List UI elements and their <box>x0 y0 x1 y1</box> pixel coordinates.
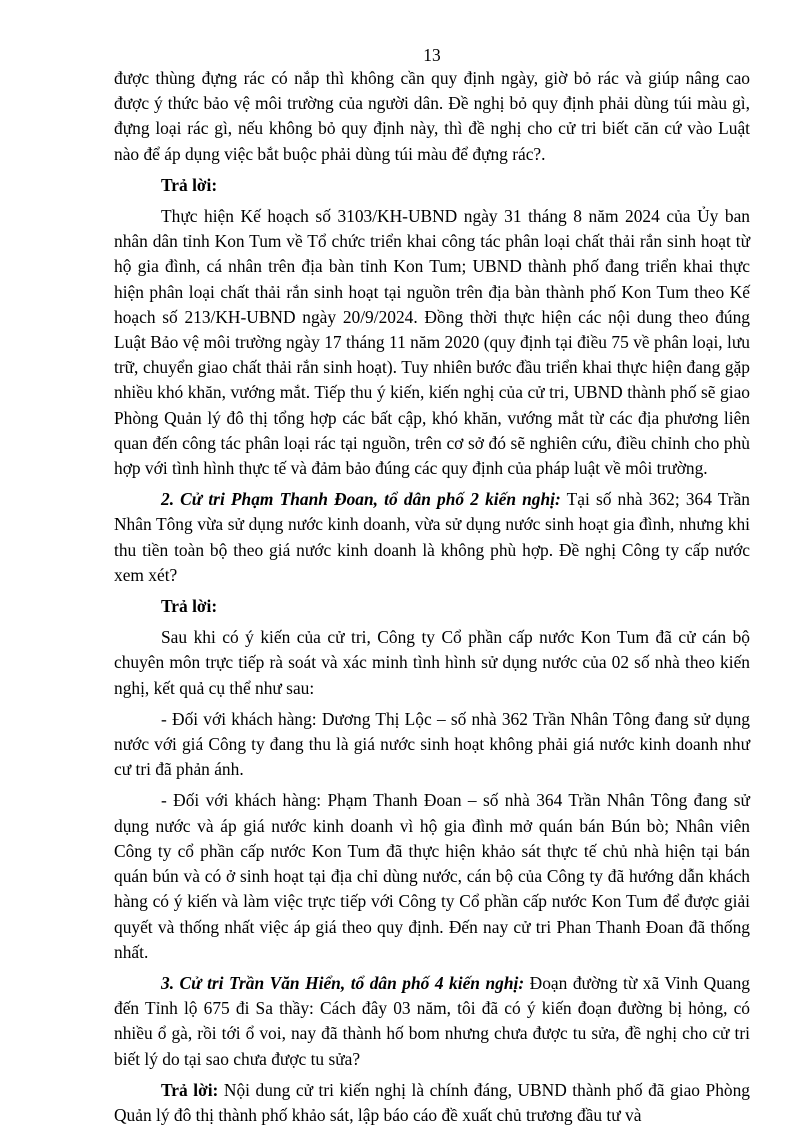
answer-1-label: Trả lời: <box>161 174 218 195</box>
page-number: 13 <box>423 45 441 65</box>
answer-3-paragraph <box>114 1078 750 1128</box>
item-3-text: Đoạn đường từ xã Vinh Quang đến Tỉnh lộ 675 đi Sa thầy: Cách đây 03 năm, tôi đã có ý kiến đoạn đường bị hỏng, có nhiều ổ gà, rồi tới ổ voi, nay đã thành hố bom nhưng chưa được tu sửa, đề nghị cho cử tri biết lý do tại sao chưa được tu sửa? <box>114 972 750 1069</box>
answer-3-label: Trả lời: <box>161 1079 219 1100</box>
answer-2-text: Sau khi có ý kiến của cử tri, Công ty Cổ phần cấp nước Kon Tum đã cử cán bộ chuyên môn trực tiếp rà soát và xác minh tình hình sử dụng nước của 02 số nhà theo kiến nghị, kết quả cụ thể như sau: <box>114 627 750 698</box>
customer-1-paragraph: - Đối với khách hàng: Dương Thị Lộc – số nhà 362 Trần Nhân Tông đang sử dụng nước với giá Công ty đang thu là giá nước sinh hoạt không phải giá nước kinh doanh như cư tri đã phản ánh. <box>114 708 750 780</box>
answer-2-label: Trả lời: <box>161 596 218 617</box>
item-2-text: Tại số nhà 362; 364 Trần Nhân Tông vừa sử dụng nước kinh doanh, vừa sử dụng nước sinh hoạt gia đình, nhưng khi thu tiền toàn bộ theo giá nước kinh doanh là không phù hợp. Đề nghị Công ty cấp nước xem xét? <box>114 489 750 585</box>
item-2-heading: 2. Cử tri Phạm Thanh Đoan, tổ dân phố 2 kiến nghị: <box>161 489 561 510</box>
customer-2-paragraph: - Đối với khách hàng: Phạm Thanh Đoan – số nhà 364 Trần Nhân Tông đang sử dụng nước và áp giá nước kinh doanh vì hộ gia đình mở quán bán Bún bò; Nhân viên Công ty cổ phần cấp nước Kon Tum đã thực hiện khảo sát thực tế chủ nhà hiện tại bán quán bún và có ở sinh hoạt tại địa chỉ dùng nước, cán bộ của Công ty đã hướng dẫn khách hàng có ý kiến và làm việc trực tiếp với Công ty Cổ phần cấp nước Kon Tum để được giải quyết và thống nhất việc áp giá theo quy định. Đến nay cử tri Phan Thanh Đoan đã thống nhất. <box>114 790 750 962</box>
item-3-heading: 3. Cử tri Trần Văn Hiển, tổ dân phố 4 kiến nghị: <box>161 972 525 993</box>
document-page <box>114 0 750 1128</box>
paragraph-intro: được thùng đựng rác có nắp thì không cần quy định ngày, giờ bỏ rác và giúp nâng cao được ý thức bảo vệ môi trường của người dân. Đề nghị bỏ quy định phải dùng túi màu gì, đựng loại rác gì, nếu không bỏ quy định này, thì đề nghị cho cử tri biết căn cứ vào Luật nào để áp dụng việc bắt buộc phải dùng túi màu để đựng rác?. <box>114 68 750 164</box>
item-2-paragraph <box>114 487 750 588</box>
answer-1-text: Thực hiện Kế hoạch số 3103/KH-UBND ngày 31 tháng 8 năm 2024 của Ủy ban nhân dân tỉnh Kon Tum về Tổ chức triển khai công tác phân loại chất thải rắn sinh hoạt từ hộ gia đình, cá nhân trên địa bàn tỉnh Kon Tum; UBND thành phố đang triển khai thực hiện phân loại chất thải rắn sinh hoạt tại nguồn trên địa bàn thành phố Kon Tum theo Kế hoạch số 213/KH-UBND ngày 20/9/2024. Đồng thời thực hiện các nội dung theo đúng Luật Bảo vệ môi trường ngày 17 tháng 11 năm 2020 (quy định tại điều 75 về phân loại, lưu trữ, chuyển giao chất thải rắn sinh hoạt). Tuy nhiên bước đầu triển khai thực hiện đang gặp nhiều khó khăn, vướng mắt. Tiếp thu ý kiến, kiến nghị của cử tri, UBND thành phố sẽ giao Phòng Quản lý đô thị tổng hợp các bất cập, khó khăn, vướng mắt từ các địa phương liên quan đến công tác phân loại rác tại nguồn, trên cơ sở đó sẽ nghiên cứu, điều chỉnh cho phù hợp với tình hình thực tế và đảm bảo đúng các quy định của pháp luật về môi trường. <box>114 206 750 479</box>
item-3-paragraph <box>114 971 750 1072</box>
answer-3-text: Nội dung cử tri kiến nghị là chính đáng, UBND thành phố đã giao Phòng Quản lý đô thị thành phố khảo sát, lập báo cáo đề xuất chủ trương đầu tư và <box>114 1079 751 1125</box>
